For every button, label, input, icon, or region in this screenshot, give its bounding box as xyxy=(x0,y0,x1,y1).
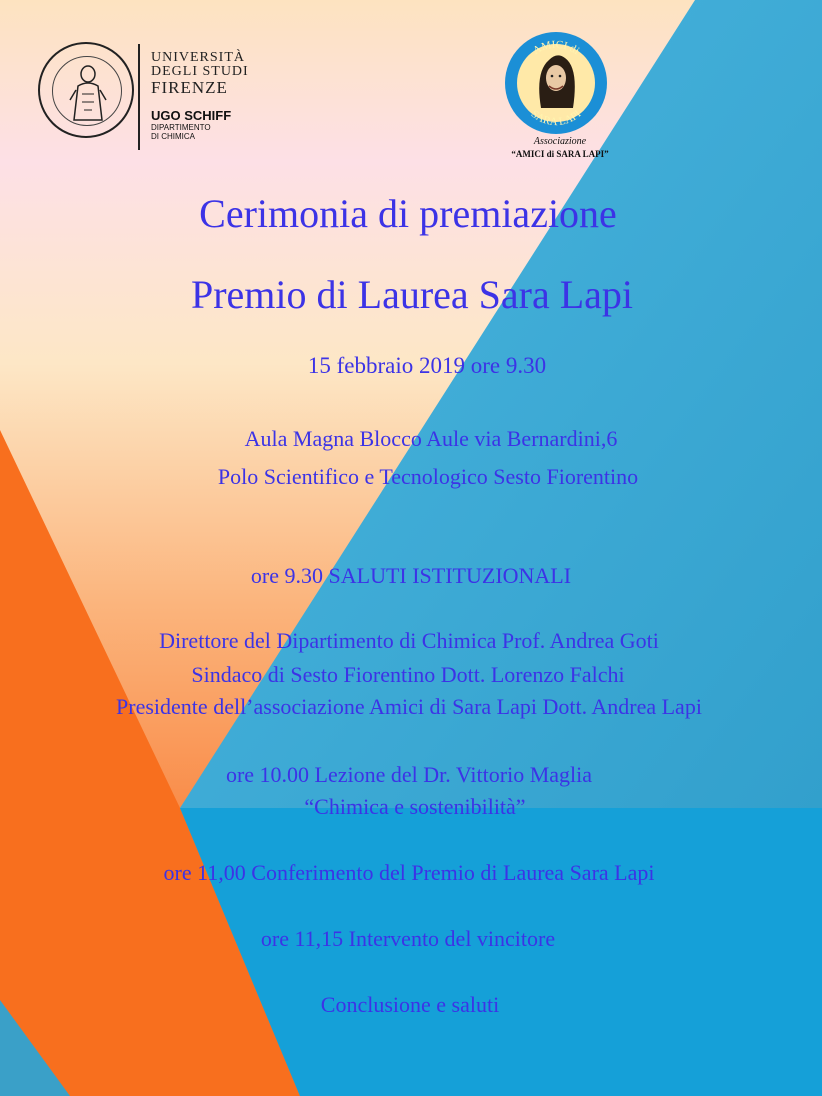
university-name xyxy=(151,51,249,97)
title-line1: Cerimonia di premiazione xyxy=(199,191,617,236)
university-line3: FIRENZE xyxy=(151,78,228,97)
association-logo xyxy=(505,32,607,134)
association-caption xyxy=(470,136,650,160)
association-logo-bottom: SARA LAPI xyxy=(528,107,584,129)
department-block xyxy=(151,108,231,141)
venue-line1: Aula Magna Blocco Aule via Bernardini,6 xyxy=(244,426,618,451)
venue-line2: Polo Scientifico e Tecnologico Sesto Fiorentino xyxy=(217,464,639,489)
svg-text:AMICI di xyxy=(531,39,581,57)
title-line2: Premio di Laurea Sara Lapi xyxy=(190,272,634,317)
closing-line: Conclusione e saluti xyxy=(320,992,500,1017)
saint-figure-icon xyxy=(62,60,114,122)
association-ring-text xyxy=(505,32,607,134)
department-line2: DI CHIMICA xyxy=(151,132,195,141)
university-line1: UNIVERSITÀ xyxy=(151,50,245,65)
winner-line: ore 11,15 Intervento del vincitore xyxy=(260,926,556,951)
award-line: ore 11,00 Conferimento del Premio di Laurea Sara Lapi xyxy=(163,860,655,885)
university-line2: DEGLI STUDI xyxy=(151,64,249,79)
svg-text:SARA LAPI xyxy=(529,108,584,128)
association-caption-label: Associazione xyxy=(533,136,587,147)
speaker-3: Presidente dell’associazione Amici di Sara Lapi Dott. Andrea Lapi xyxy=(116,694,702,719)
logo-divider xyxy=(138,44,140,150)
lecture-line: ore 10.00 Lezione del Dr. Vittorio Maglia xyxy=(225,762,593,787)
department-name: UGO SCHIFF xyxy=(151,108,232,123)
speaker-2: Sindaco di Sesto Fiorentino Dott. Lorenzo Falchi xyxy=(191,662,625,687)
association-logo-top: AMICI di xyxy=(531,38,582,58)
speaker-1: Direttore del Dipartimento di Chimica Prof. Andrea Goti xyxy=(159,628,659,653)
university-seal-icon xyxy=(38,42,134,138)
university-logo xyxy=(38,42,258,152)
welcome-heading: ore 9.30 SALUTI ISTITUZIONALI xyxy=(250,563,572,588)
association-caption-name: “AMICI di SARA LAPI” xyxy=(511,149,609,159)
event-date: 15 febbraio 2019 ore 9.30 xyxy=(307,353,547,378)
lecture-title: “Chimica e sostenibilità” xyxy=(304,794,526,819)
department-line1: DIPARTIMENTO xyxy=(151,123,211,132)
